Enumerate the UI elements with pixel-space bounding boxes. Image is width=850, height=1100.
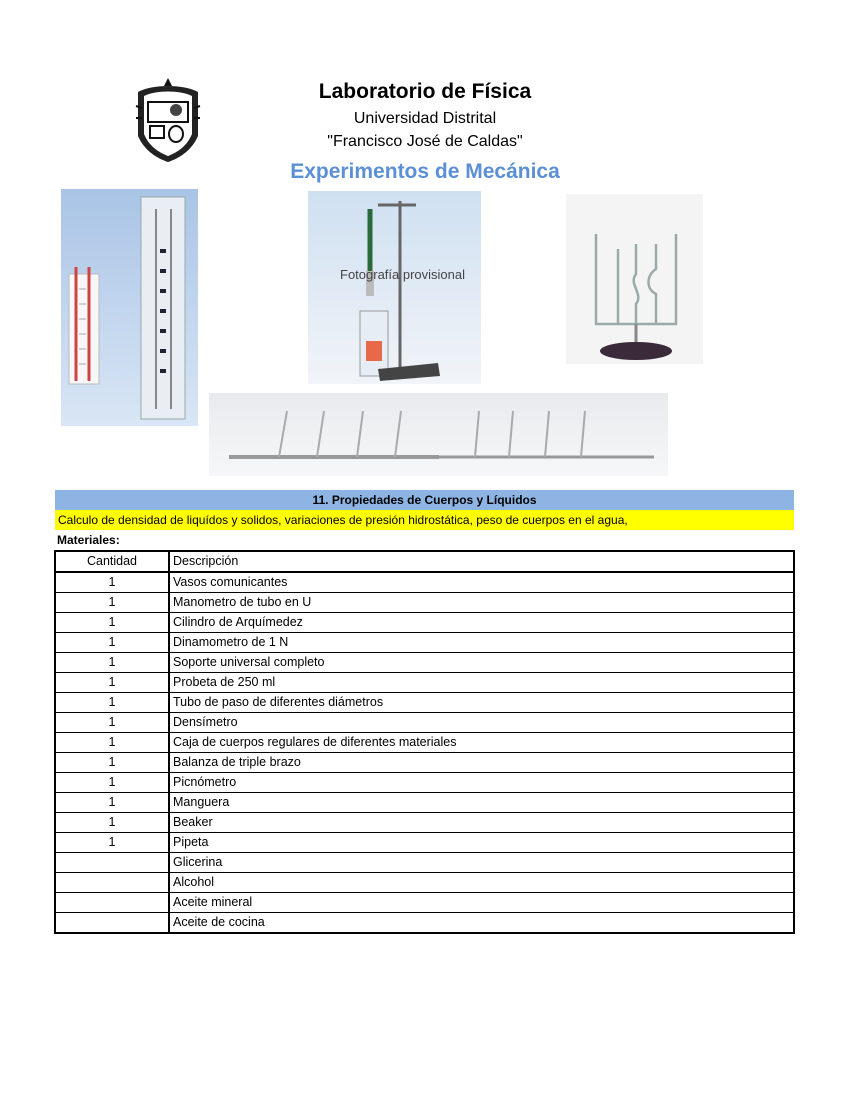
table-row xyxy=(55,813,794,833)
description-cell: Tubo de paso de diferentes diámetros xyxy=(169,693,794,713)
page-title: Laboratorio de Física xyxy=(318,80,532,103)
description-cell: Manguera xyxy=(169,793,794,813)
description-cell: Glicerina xyxy=(169,853,794,873)
quantity-cell: 1 xyxy=(55,693,169,713)
description-cell: Probeta de 250 ml xyxy=(169,673,794,693)
description-cell: Aceite de cocina xyxy=(173,915,265,929)
table-row xyxy=(55,733,794,753)
quantity-cell: 1 xyxy=(55,833,169,853)
photo-manometers xyxy=(61,189,198,426)
table-row xyxy=(55,853,794,873)
description-cell: Beaker xyxy=(169,813,794,833)
table-row xyxy=(55,693,794,713)
table-row xyxy=(55,773,794,793)
table-row xyxy=(55,673,794,693)
table-row xyxy=(55,793,794,813)
experiment-description: Calculo de densidad de liquídos y solidos, variaciones de presión hidrostática, peso de cuerpos en el agua, xyxy=(55,510,794,530)
university-name: Universidad Distrital xyxy=(353,110,497,127)
description-column-header: Descripción xyxy=(169,551,794,572)
materials-label: Materiales: xyxy=(57,533,120,547)
quantity-cell: 1 xyxy=(55,773,169,793)
quantity-cell: 1 xyxy=(55,813,169,833)
quantity-cell: 1 xyxy=(55,653,169,673)
description-cell: Manometro de tubo en U xyxy=(169,593,794,613)
quantity-cell: 1 xyxy=(55,572,169,593)
quantity-cell: 1 xyxy=(55,633,169,653)
quantity-cell xyxy=(55,853,169,873)
table-row xyxy=(55,572,794,593)
quantity-cell: 1 xyxy=(55,753,169,773)
quantity-cell: 1 xyxy=(55,793,169,813)
university-subname: "Francisco José de Caldas" xyxy=(327,133,523,150)
quantity-cell xyxy=(55,913,169,934)
photo-communicating-vessels xyxy=(566,194,703,364)
photo-tubes-diameters xyxy=(209,393,668,476)
table-row xyxy=(55,713,794,733)
table-header-row xyxy=(55,551,794,572)
quantity-column-header: Cantidad xyxy=(55,551,169,572)
quantity-cell xyxy=(55,893,169,913)
table-row xyxy=(55,833,794,853)
description-cell: Densímetro xyxy=(169,713,794,733)
description-cell: Cilindro de Arquímedez xyxy=(169,613,794,633)
experiment-title: 11. Propiedades de Cuerpos y Líquidos xyxy=(55,490,794,510)
description-cell: Alcohol xyxy=(169,873,794,893)
description-cell: Dinamometro de 1 N xyxy=(169,633,794,653)
materials-table xyxy=(54,550,795,934)
photo-archimedes-setup xyxy=(308,191,481,384)
description-cell: Aceite mineral xyxy=(169,893,794,913)
quantity-cell: 1 xyxy=(55,593,169,613)
table-row xyxy=(55,913,794,934)
description-cell: Picnómetro xyxy=(169,773,794,793)
quantity-cell: 1 xyxy=(55,613,169,633)
table-row xyxy=(55,653,794,673)
description-cell: Caja de cuerpos regulares de diferentes materiales xyxy=(169,733,794,753)
table-row xyxy=(55,593,794,613)
table-row xyxy=(55,753,794,773)
table-row xyxy=(55,873,794,893)
section-title: Experimentos de Mecánica xyxy=(290,160,560,183)
description-cell: Pipeta xyxy=(169,833,794,853)
quantity-cell xyxy=(55,873,169,893)
description-cell: Soporte universal completo xyxy=(169,653,794,673)
description-cell: Vasos comunicantes xyxy=(169,572,794,593)
provisional-photo-label: Fotografía provisional xyxy=(340,267,466,282)
quantity-cell: 1 xyxy=(55,673,169,693)
quantity-cell: 1 xyxy=(55,733,169,753)
description-cell: Balanza de triple brazo xyxy=(169,753,794,773)
table-row xyxy=(55,633,794,653)
table-row xyxy=(55,893,794,913)
quantity-cell: 1 xyxy=(55,713,169,733)
table-row xyxy=(55,613,794,633)
